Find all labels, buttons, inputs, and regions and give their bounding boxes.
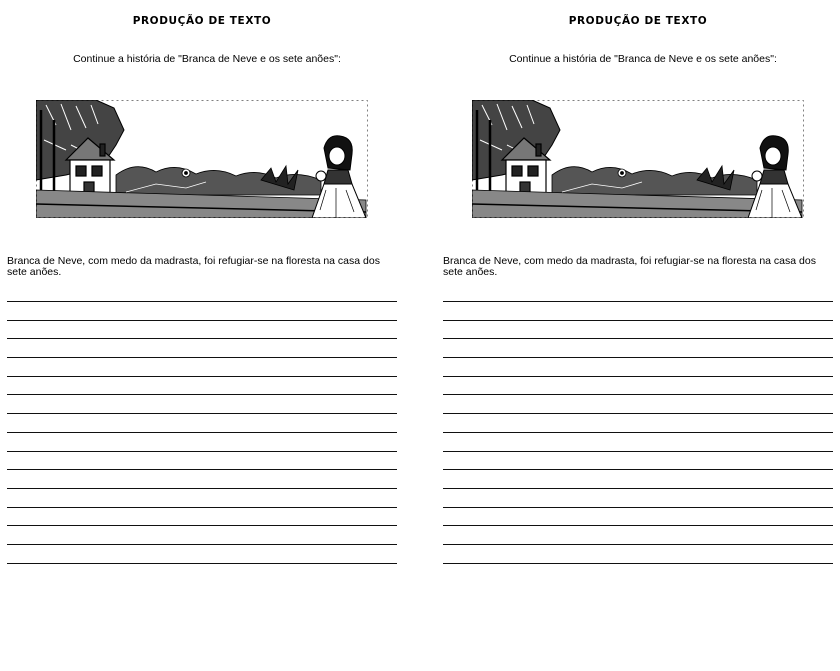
writing-line[interactable] <box>443 451 833 470</box>
writing-line[interactable] <box>7 469 397 488</box>
writing-line[interactable] <box>7 320 397 339</box>
writing-line[interactable] <box>443 301 833 320</box>
writing-line[interactable] <box>7 413 397 432</box>
writing-line[interactable] <box>443 357 833 376</box>
writing-line[interactable] <box>443 320 833 339</box>
writing-line[interactable] <box>7 432 397 451</box>
story-prompt: Branca de Neve, com medo da madrasta, foi refugiar-se na floresta na casa dos sete anões. <box>443 255 816 278</box>
writing-line[interactable] <box>7 357 397 376</box>
snow-white-figure <box>748 136 802 218</box>
writing-line[interactable] <box>7 451 397 470</box>
writing-line[interactable] <box>443 544 833 563</box>
worksheet-right <box>443 0 840 671</box>
snow-white-illustration <box>472 100 804 218</box>
snow-white-illustration <box>36 100 368 218</box>
writing-line[interactable] <box>7 525 397 544</box>
writing-line[interactable] <box>443 376 833 395</box>
writing-line[interactable] <box>443 525 833 544</box>
writing-line[interactable] <box>443 563 833 582</box>
story-prompt: Branca de Neve, com medo da madrasta, foi refugiar-se na floresta na casa dos sete anões. <box>7 255 380 278</box>
writing-line[interactable] <box>443 413 833 432</box>
writing-line[interactable] <box>7 544 397 563</box>
writing-line[interactable] <box>7 507 397 526</box>
writing-line[interactable] <box>7 338 397 357</box>
writing-line[interactable] <box>443 469 833 488</box>
writing-line[interactable] <box>7 563 397 582</box>
writing-line[interactable] <box>443 432 833 451</box>
writing-line[interactable] <box>7 488 397 507</box>
worksheet-instruction: Continue a história de "Branca de Neve e os sete anões": <box>509 53 777 65</box>
worksheet-instruction: Continue a história de "Branca de Neve e os sete anões": <box>73 53 341 65</box>
worksheet-title: PRODUÇÃO DE TEXTO <box>132 15 272 27</box>
worksheet-left <box>7 0 407 671</box>
writing-line[interactable] <box>443 488 833 507</box>
snow-white-figure <box>312 136 366 218</box>
writing-lines <box>443 301 833 581</box>
writing-line[interactable] <box>7 301 397 320</box>
writing-line[interactable] <box>443 338 833 357</box>
writing-line[interactable] <box>443 394 833 413</box>
writing-line[interactable] <box>7 376 397 395</box>
worksheet-title: PRODUÇÃO DE TEXTO <box>568 15 708 27</box>
writing-line[interactable] <box>7 394 397 413</box>
writing-line[interactable] <box>443 507 833 526</box>
writing-lines <box>7 301 397 581</box>
